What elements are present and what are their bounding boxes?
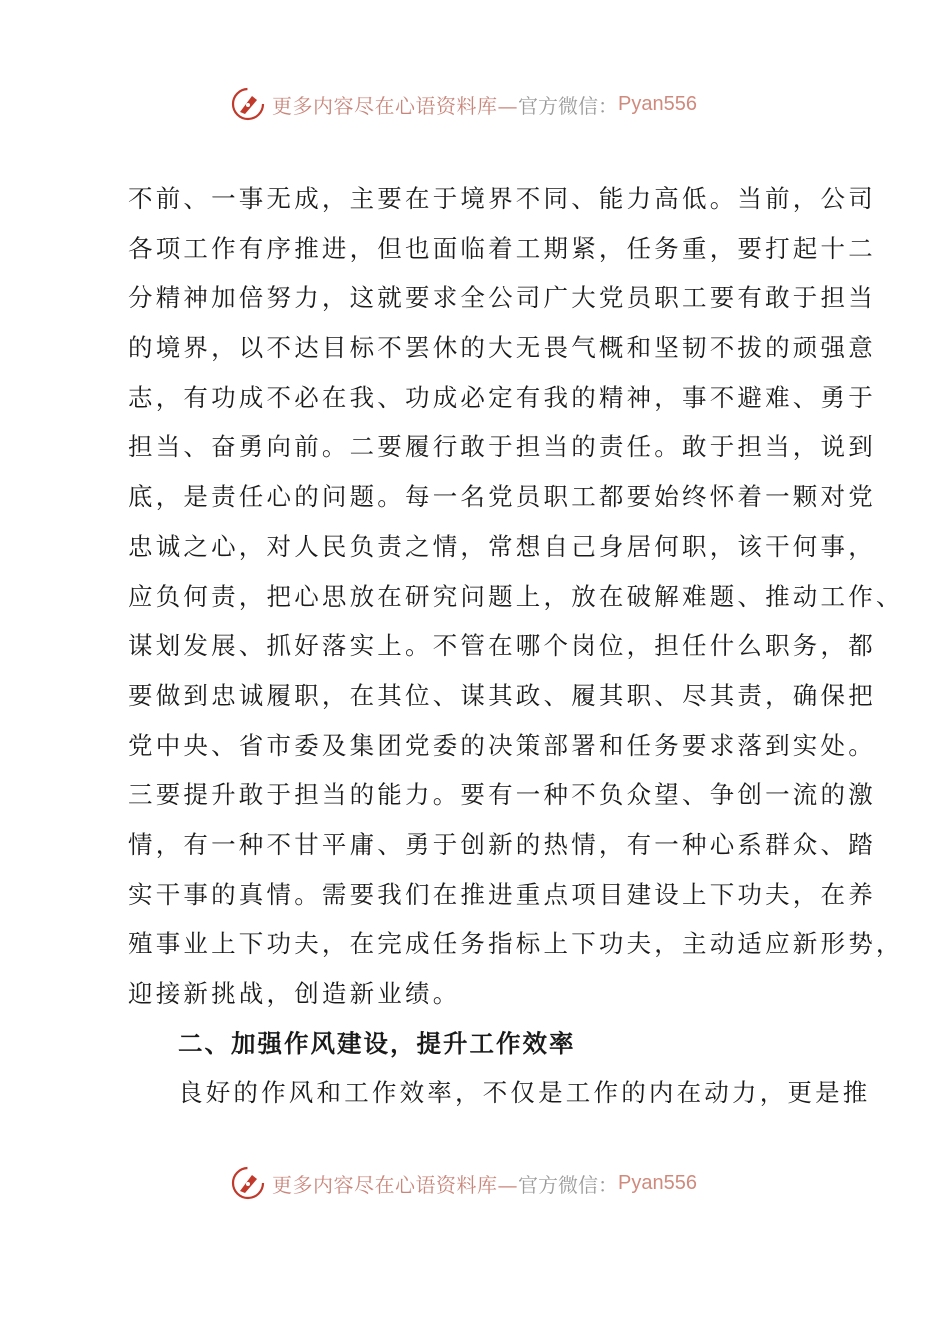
body-line: 忠诚之心，对人民负责之情，常想自己身居何职，该干何事， [128, 531, 876, 561]
body-line: 三要提升敢于担当的能力。要有一种不负众望、争创一流的激 [128, 780, 876, 810]
section-heading: 二、加强作风建设，提升工作效率 [178, 1028, 576, 1058]
body-line: 各项工作有序推进，但也面临着工期紧，任务重，要打起十二 [128, 233, 876, 263]
watermark-wechat-label: 官方微信： [518, 1172, 618, 1197]
pen-nib-logo-icon [230, 86, 266, 122]
watermark-text: 更多内容尽在心语资料库— [272, 1172, 518, 1197]
body-line: 实干事的真情。需要我们在推进重点项目建设上下功夫，在养 [128, 879, 876, 909]
document-body [128, 174, 904, 1118]
pen-nib-logo-icon [230, 1165, 266, 1201]
body-line: 分精神加倍努力，这就要求全公司广大党员职工要有敢于担当 [128, 283, 876, 313]
body-line: 底，是责任心的问题。每一名党员职工都要始终怀着一颗对党 [128, 482, 876, 512]
watermark-wechat-id: Pyan556 [618, 1171, 697, 1194]
body-line: 的境界，以不达目标不罢休的大无畏气概和坚韧不拔的顽强意 [128, 333, 876, 363]
body-line: 担当、奋勇向前。二要履行敢于担当的责任。敢于担当，说到 [128, 432, 876, 462]
body-line: 情，有一种不甘平庸、勇于创新的热情，有一种心系群众、踏 [128, 829, 876, 859]
header-watermark [230, 84, 697, 124]
body-line: 应负何责，把心思放在研究问题上，放在破解难题、推动工作、 [128, 581, 904, 611]
body-line: 要做到忠诚履职，在其位、谋其政、履其职、尽其责，确保把 [128, 680, 876, 710]
watermark-wechat-id: Pyan556 [618, 92, 697, 115]
section-paragraph-line: 良好的作风和工作效率，不仅是工作的内在动力，更是推 [178, 1078, 871, 1108]
body-line: 殖事业上下功夫，在完成任务指标上下功夫，主动适应新形势， [128, 929, 904, 959]
footer-watermark [230, 1163, 697, 1203]
body-line: 不前、一事无成，主要在于境界不同、能力高低。当前，公司 [128, 184, 876, 213]
body-line: 志，有功成不必在我、功成必定有我的精神，事不避难、勇于 [128, 382, 876, 412]
body-line: 谋划发展、抓好落实上。不管在哪个岗位，担任什么职务，都 [128, 631, 876, 661]
watermark-wechat-label: 官方微信： [518, 93, 618, 118]
body-line: 党中央、省市委及集团党委的决策部署和任务要求落到实处。 [128, 730, 876, 760]
watermark-text: 更多内容尽在心语资料库— [272, 93, 518, 118]
body-line: 迎接新挑战，创造新业绩。 [128, 979, 461, 1008]
